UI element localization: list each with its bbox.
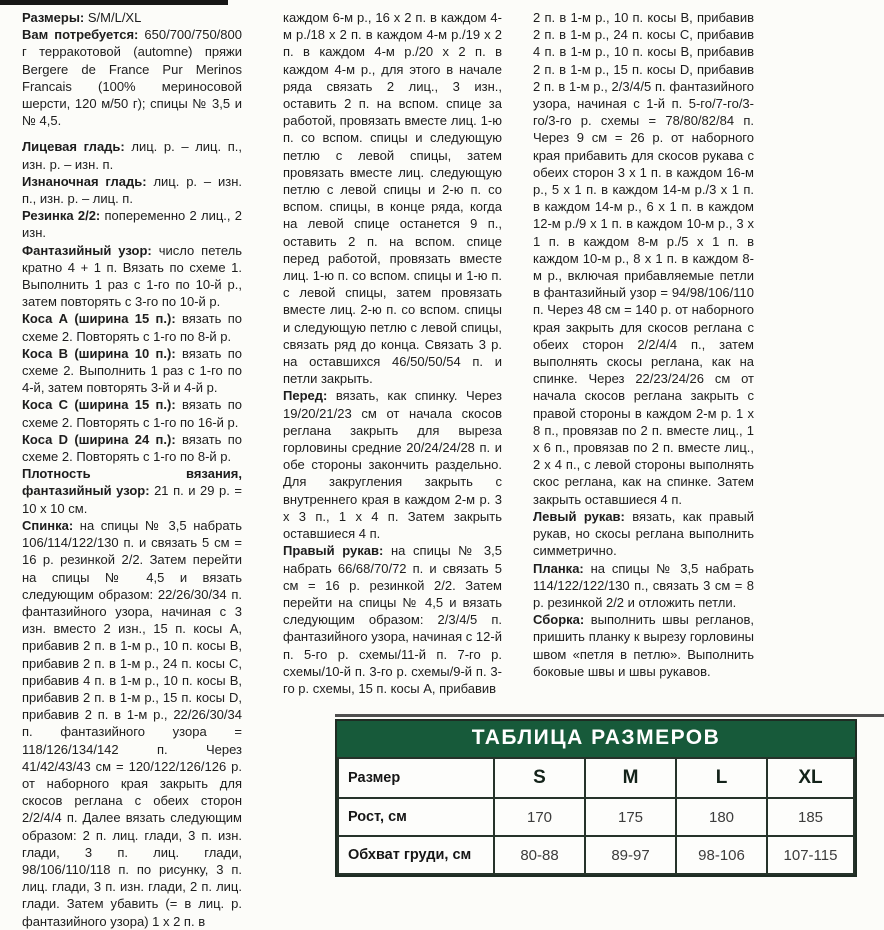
paragraph-lead-label: Вам потребуется: bbox=[22, 27, 145, 43]
pattern-paragraph: Плотность вязания, фантазийный узор: 21 п. и 29 р. = 10 х 10 см. bbox=[22, 466, 242, 516]
paragraph-lead-label: Перед: bbox=[283, 388, 336, 404]
pattern-paragraph: Лицевая гладь: лиц. р. – лиц. п., изн. р. – изн. п. bbox=[22, 139, 242, 172]
paragraph-lead-label: Сборка: bbox=[533, 612, 591, 628]
value-cell: 89-97 bbox=[585, 836, 676, 874]
value-cell: 80-88 bbox=[494, 836, 585, 874]
paragraph-lead-label: Левый рукав: bbox=[533, 508, 633, 524]
pattern-paragraph: Вам потребуется: 650/700/750/800 г терракотовой (automne) пряжи Bergere de France Pur Merinos Francais (100% мериносовой шерсти, 120 м/50 г); спицы № 3,5 и № 4,5. bbox=[22, 27, 242, 129]
scan-edge-artifact bbox=[0, 0, 228, 5]
paragraph-lead-label: Планка: bbox=[533, 560, 591, 576]
text-column-left bbox=[22, 9, 242, 930]
value-cell: 107-115 bbox=[767, 836, 854, 874]
paragraph-lead-label: Фантазийный узор: bbox=[22, 242, 159, 258]
paragraph-lead-label: Размеры: bbox=[22, 10, 88, 25]
size-table-title: ТАБЛИЦА РАЗМЕРОВ bbox=[337, 721, 855, 757]
paragraph-lead-label: Правый рукав: bbox=[283, 543, 391, 559]
row-label-cell: Размер bbox=[338, 758, 494, 798]
paragraph-lead-label: Коса С (ширина 15 п.): bbox=[22, 397, 182, 413]
pattern-paragraph: Правый рукав: на спицы № 3,5 набрать 66/68/70/72 п. и связать 5 см = 16 р. резинкой 2/2. Затем перейти на спицы № 4,5 и вязать следующим образом: 2/3/4/5 п. фантазийного узора, начиная с 12-й п. 5-го р. схемы/11-й п. 7-го р. схемы/10-й п. 3-го р. схемы/9-й п. 3-го р. схемы, 15 п. косы А, прибавив bbox=[283, 543, 502, 696]
paragraph-lead-label: Коса В (ширина 10 п.): bbox=[22, 345, 182, 361]
scan-line-artifact bbox=[335, 714, 884, 717]
pattern-paragraph: каждом 6-м р., 16 х 2 п. в каждом 4-м р./18 х 2 п. в каждом 4-м р./19 х 2 п. в каждом 4-м р./20 х 2 п. в каждом 4-м р., для этого в начале ряда связать 2 лиц., 3 изн., оставить 2 п. на вспом. спице за работой, провязать вместе лиц. 1-ю п. со вспом. спицы и следующую петлю с левой спицы, затем провязать вместе лиц. следующую петлю с левой спицы и 2-ю п. со вспом. спицы, в конце ряда, когда на левой спице останется 9 п., оставить 2 п. на вспом. спице перед работой, провязать вместе лиц. 1-ю п. со вспом. спицы и 1-ю п. с левой спицы, затем провязать вместе лиц. 2-ю п. со вспом. спицы и следующую петлю с левой спицы, связать ряд до конца. Связать 3 р. на оставшихся 46/50/50/54 п. и петли закрыть. bbox=[283, 10, 502, 387]
paragraph-lead-label: Изнаночная гладь: bbox=[22, 173, 154, 189]
text-column-right bbox=[533, 9, 754, 680]
pattern-paragraph: Коса В (ширина 10 п.): вязать по схеме 2. Выполнить 1 раз с 1-го по 4-й, затем повторять 3-й и 4-й р. bbox=[22, 345, 242, 396]
size-letter-cell: M bbox=[585, 758, 676, 798]
pattern-paragraph: Размеры: S/M/L/XL bbox=[22, 10, 142, 25]
value-cell: 185 bbox=[767, 798, 854, 836]
size-table-row bbox=[338, 798, 854, 836]
pattern-paragraph: Коса D (ширина 24 п.): вязать по схеме 2. Повторять с 1-го по 8-й р. bbox=[22, 431, 242, 465]
value-cell: 180 bbox=[676, 798, 767, 836]
paragraph-lead-label: Плотность вязания, фантазийный узор: bbox=[22, 466, 242, 499]
size-letter-cell: XL bbox=[767, 758, 854, 798]
paragraph-lead-label: Коса D (ширина 24 п.): bbox=[22, 431, 182, 447]
size-table-row bbox=[338, 836, 854, 874]
pattern-paragraph: 2 п. в 1-м р., 10 п. косы В, прибавив 2 п. в 1-м р., 24 п. косы С, прибавив 4 п. в 1-м р., 10 п. косы В, прибавив 2 п. в 1-м р., 15 п. косы D, прибавив 2 п. в 1-м р., 2/3/4/5 п. фантазийного узора, начиная с 1-й п. 5-го/7-го/3-го/3-го р. схемы = 78/80/82/84 п. Через 9 см = 26 р. от наборного края прибавить для скосов рукава с обеих сторон 3 х 1 п. в каждом 16-м р., 5 х 1 п. в каждом 14-м р./3 х 1 п. в каждом 14-м р., 6 х 1 п. в каждом 12-м р./9 х 1 п. в каждом 10-м р., 3 х 1 п. в каждом 8-м р./5 х 1 п. в каждом 10-м р., 8 х 1 п. в каждом 8-м р., включая прибавляемые петли в фантазийный узор = 94/98/106/110 п. Через 48 см = 140 р. от наборного края закрыть для скосов реглана с обеих сторон 2/2/4/4 п., затем выполнять скосы реглана, как на спинке. Через 22/23/24/26 см от начала скосов реглана закрыть с правой стороны в каждом 2-м р. 1 х 8 п., провязав по 2 п. вместе лиц., 1 х 6 п., провязав по 2 п. вместе лиц., 2 х 4 п., с левой стороны выполнять скос реглана, как на спинке. Затем закрыть оставшиеся 4 п. bbox=[533, 10, 754, 507]
pattern-paragraph: Резинка 2/2: попеременно 2 лиц., 2 изн. bbox=[22, 208, 242, 241]
pattern-paragraph: Левый рукав: вязать, как правый рукав, но скосы реглана выполнить симметрично. bbox=[533, 508, 755, 559]
row-label-cell: Рост, см bbox=[338, 798, 494, 836]
pattern-paragraph: Коса А (ширина 15 п.): вязать по схеме 2. Повторять с 1-го по 8-й р. bbox=[22, 311, 242, 344]
paragraph-lead-label: Резинка 2/2: bbox=[22, 208, 105, 224]
size-table-header-row bbox=[338, 758, 854, 798]
pattern-paragraph: Спинка: на спицы № 3,5 набрать 106/114/122/130 п. и связать 5 см = 16 р. резинкой 2/2. Затем перейти на спицы № 4,5 и вязать следующим образом: 22/26/30/34 п. фантазийного узора, начиная с 3 изн. вместо 2 изн., 15 п. косы А, прибавив 2 п. в 1-м р., 10 п. косы В, прибавив 2 п. в 1-м р., 24 п. косы С, прибавив 4 п. в 1-м р., 10 п. косы В, прибавив 2 п. в 1-м р., 15 п. косы D, прибавив 2 п. в 1-м р., 22/26/30/34 п. фантазийного узора = 118/126/134/142 п. Через 41/42/43/43 см = 120/122/126/126 р. от наборного края закрыть для скосов реглана с обеих сторон 2/2/4/4 п. Далее вязать следующим образом: 2 п. лиц. глади, 3 п. изн. глади, 3 п. лиц. глади, 98/106/110/118 п. по рисунку, 3 п. лиц. глади, 3 п. изн. глади, 2 п. лиц. глади. Затем убавить (= в лиц. р. фантазийного узора) 1 х 2 п. в bbox=[22, 517, 242, 929]
pattern-paragraph: Сборка: выполнить швы регланов, пришить планку к вырезу горловины швом «петля в петлю». Выполнить боковые швы и швы рукавов. bbox=[533, 612, 754, 679]
pattern-paragraph: Фантазийный узор: число петель кратно 4 + 1 п. Вязать по схеме 1. Выполнить 1 раз с 1-го по 10-й р., затем повторять с 3-го по 10-й р. bbox=[22, 242, 242, 310]
pattern-paragraph: Перед: вязать, как спинку. Через 19/20/21/23 см от начала скосов реглана закрыть для выреза горловины средние 20/24/24/28 п. и обе стороны закончить раздельно. Для закругления закрыть с внутреннего края в каждом 2-м р. 3 х 3 п., 1 х 4 п. Затем закрыть оставшиеся 4 п. bbox=[283, 388, 502, 542]
pattern-paragraph: Планка: на спицы № 3,5 набрать 114/122/122/130 п., связать 3 см = 8 р. резинкой 2/2 и отложить петли. bbox=[533, 560, 754, 610]
paragraph-lead-label: Спинка: bbox=[22, 517, 80, 533]
size-table-grid bbox=[337, 757, 855, 875]
value-cell: 170 bbox=[494, 798, 585, 836]
text-column-middle bbox=[283, 9, 502, 697]
size-letter-cell: S bbox=[494, 758, 585, 798]
pattern-paragraph: Коса С (ширина 15 п.): вязать по схеме 2. Повторять с 1-го по 16-й р. bbox=[22, 397, 242, 430]
paragraph-lead-label: Лицевая гладь: bbox=[22, 139, 132, 155]
value-cell: 175 bbox=[585, 798, 676, 836]
paragraph-lead-label: Коса А (ширина 15 п.): bbox=[22, 311, 182, 327]
size-letter-cell: L bbox=[676, 758, 767, 798]
value-cell: 98-106 bbox=[676, 836, 767, 874]
row-label-cell: Обхват груди, см bbox=[338, 836, 494, 874]
size-table bbox=[335, 719, 857, 877]
pattern-paragraph: Изнаночная гладь: лиц. р. – изн. п., изн. р. – лиц. п. bbox=[22, 173, 242, 207]
